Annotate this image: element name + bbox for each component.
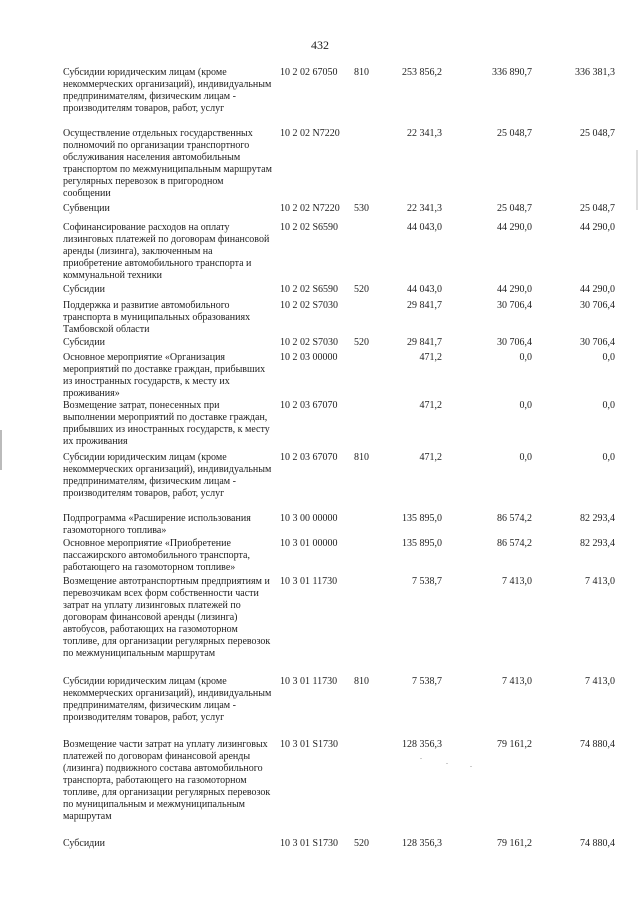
row-code: 10 2 02 N7220 [280,128,340,139]
row-value-3: 25 048,7 [580,203,615,214]
row-value-3: 7 413,0 [585,676,615,687]
page-number: 432 [311,38,329,52]
row-name: Поддержка и развитие автомобильного транспорта в муниципальных образованиях Тамбовской области [63,300,251,335]
row-value-2: 7 413,0 [502,576,532,587]
row-value-2: 25 048,7 [497,203,532,214]
row-value-3: 336 381,3 [575,67,615,78]
row-name: Софинансирование расходов на оплату лизинговых платежей по договорам финансовой аренды (лизинга), заключенным на приобретение автомобильного транспорта и коммунальной техники [63,222,270,281]
row-value-1: 44 043,0 [407,222,442,233]
row-value-1: 22 341,3 [407,203,442,214]
row-vr: 810 [354,452,369,463]
row-value-2: 30 706,4 [497,300,532,311]
row-name: Субсидии юридическим лицам (кроме некоммерческих организаций), индивидуальным предпринимателям, физическим лицам - производителям товаров, работ, услуг [63,452,272,499]
row-code: 10 2 03 67070 [280,400,338,411]
scan-speck [470,766,472,767]
row-name: Субсидии юридическим лицам (кроме некоммерческих организаций), индивидуальным предпринимателям, физическим лицам - производителям товаров, работ, услуг [63,676,272,723]
row-value-3: 82 293,4 [580,538,615,549]
row-value-2: 0,0 [519,352,532,363]
row-code: 10 2 02 S7030 [280,337,339,348]
row-name: Основное мероприятие «Организация мероприятий по доставке граждан, прибывших из иностранных государств, к месту их проживания» [63,352,266,399]
row-code: 10 3 01 11730 [280,576,338,587]
row-vr: 520 [354,284,369,295]
row-value-2: 25 048,7 [497,128,532,139]
row-code: 10 3 01 S1730 [280,739,339,750]
row-value-1: 471,2 [419,400,442,411]
row-name: Субсидии [63,838,105,849]
row-value-3: 25 048,7 [580,128,615,139]
row-name: Субсидии юридическим лицам (кроме некоммерческих организаций), индивидуальным предпринимателям, физическим лицам - производителям товаров, работ, услуг [63,67,272,114]
row-name: Осуществление отдельных государственных полномочий по организации транспортного обслуживания населения автомобильным транспортом по межмуниципальным маршрутам регулярных перевозок в пригородном сообщении [63,128,272,199]
row-value-2: 86 574,2 [497,513,532,524]
row-vr: 810 [354,676,369,687]
row-value-2: 86 574,2 [497,538,532,549]
row-code: 10 2 03 00000 [280,352,338,363]
row-value-1: 7 538,7 [412,576,442,587]
row-value-1: 135 895,0 [402,513,442,524]
row-value-1: 29 841,7 [407,337,442,348]
scan-edge-mark [0,430,2,470]
row-code: 10 2 02 S6590 [280,284,339,295]
row-name: Возмещение автотранспортным предприятиям и перевозчикам всех форм собственности части затрат на уплату лизинговых платежей по договорам финансовой аренды (лизинга) автобусов, работающих на газомоторном топливе, для организации регулярных перевозок по межмуниципальным маршрутам [63,576,271,659]
row-value-1: 128 356,3 [402,838,442,849]
scan-speck [420,758,422,759]
row-value-1: 471,2 [419,452,442,463]
row-value-1: 22 341,3 [407,128,442,139]
row-vr: 520 [354,337,369,348]
row-code: 10 2 02 S7030 [280,300,339,311]
row-value-2: 79 161,2 [497,739,532,750]
row-value-3: 74 880,4 [580,838,615,849]
row-value-3: 74 880,4 [580,739,615,750]
row-value-2: 44 290,0 [497,222,532,233]
row-code: 10 3 01 S1730 [280,838,339,849]
row-value-3: 44 290,0 [580,222,615,233]
row-value-2: 30 706,4 [497,337,532,348]
row-name: Субсидии [63,337,105,348]
row-code: 10 3 01 11730 [280,676,338,687]
row-value-3: 0,0 [602,352,615,363]
row-name: Возмещение части затрат на уплату лизинговых платежей по договорам финансовой аренды (лизинга) подвижного состава автомобильного транспорта, работающего на газомоторном топливе, для организации регулярных перевозок по муниципальным и межмуниципальным маршрутам [63,739,271,822]
row-code: 10 2 02 N7220 [280,203,340,214]
row-value-2: 0,0 [519,452,532,463]
row-code: 10 3 00 00000 [280,513,338,524]
row-name: Основное мероприятие «Приобретение пассажирского автомобильного транспорта, работающего на газомоторном топливе» [63,538,250,573]
row-code: 10 2 02 67050 [280,67,338,78]
row-value-3: 44 290,0 [580,284,615,295]
row-value-2: 44 290,0 [497,284,532,295]
row-value-3: 0,0 [602,400,615,411]
row-vr: 810 [354,67,369,78]
row-value-3: 0,0 [602,452,615,463]
row-name: Возмещение затрат, понесенных при выполнении мероприятий по доставке граждан, прибывших из иностранных государств, к месту их проживания [63,400,270,447]
row-value-3: 7 413,0 [585,576,615,587]
row-value-2: 336 890,7 [492,67,532,78]
row-value-3: 30 706,4 [580,300,615,311]
row-value-1: 471,2 [419,352,442,363]
row-value-1: 253 856,2 [402,67,442,78]
row-code: 10 2 02 S6590 [280,222,339,233]
row-name: Субсидии [63,284,105,295]
row-name: Подпрограмма «Расширение использования газомоторного топлива» [63,513,251,536]
row-value-2: 0,0 [519,400,532,411]
row-value-3: 82 293,4 [580,513,615,524]
row-value-1: 29 841,7 [407,300,442,311]
row-value-1: 7 538,7 [412,676,442,687]
scan-speck [446,763,448,764]
row-name: Субвенции [63,203,110,214]
row-value-3: 30 706,4 [580,337,615,348]
row-code: 10 3 01 00000 [280,538,338,549]
row-value-1: 44 043,0 [407,284,442,295]
row-vr: 520 [354,838,369,849]
row-value-2: 7 413,0 [502,676,532,687]
scan-edge-mark [636,150,638,210]
row-value-2: 79 161,2 [497,838,532,849]
row-value-1: 135 895,0 [402,538,442,549]
row-value-1: 128 356,3 [402,739,442,750]
row-vr: 530 [354,203,369,214]
row-code: 10 2 03 67070 [280,452,338,463]
